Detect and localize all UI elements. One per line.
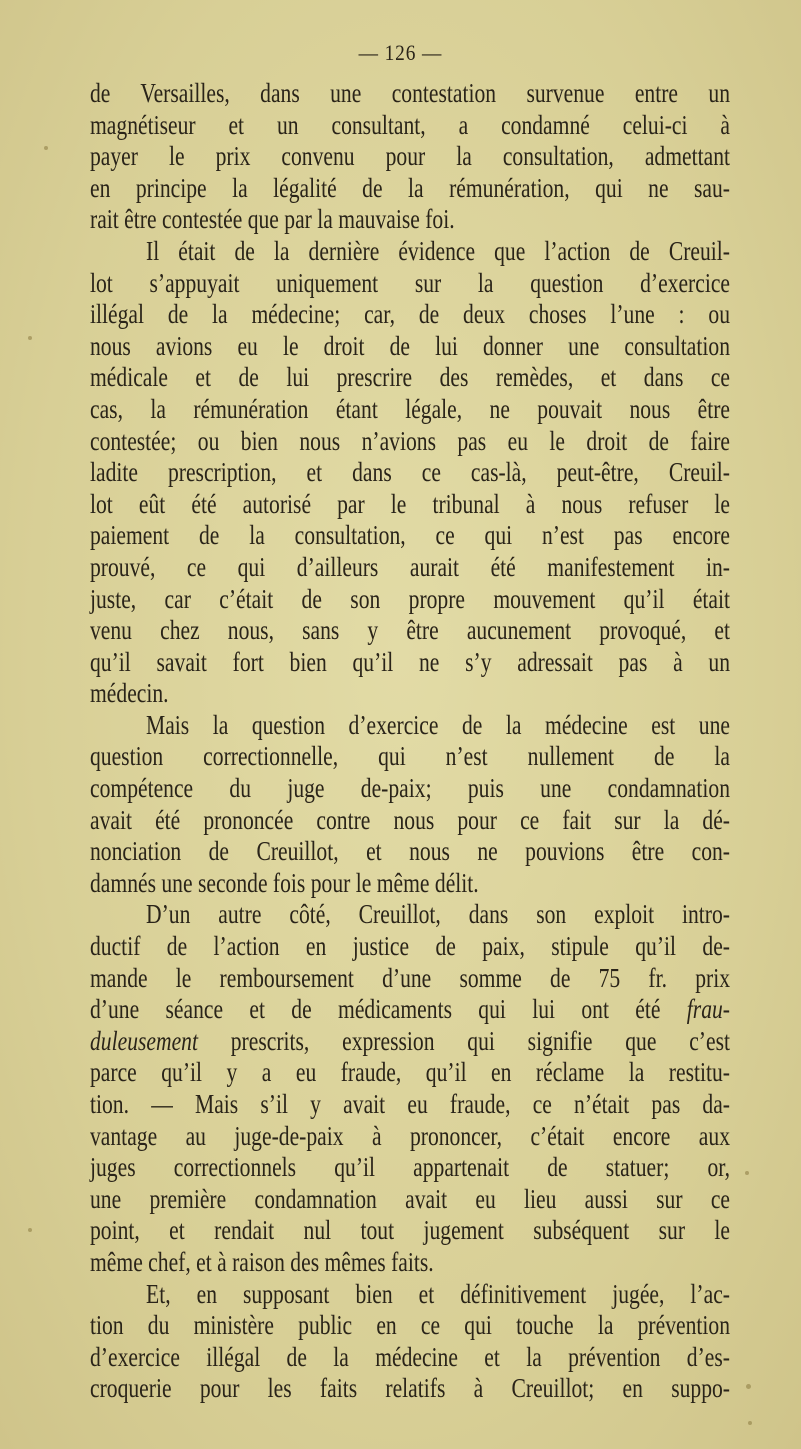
text-line: tion. — Mais s’il y avait eu fraude, ce n’était pas da- (90, 1089, 730, 1119)
paper-speck (748, 1421, 752, 1425)
text-line: croquerie pour les faits relatifs à Creuillot; en suppo- (90, 1373, 730, 1404)
text-line: payer le prix convenu pour la consultation, admettant (90, 141, 730, 172)
text-line: tion du ministère public en ce qui touche la prévention (90, 1310, 730, 1341)
text-line: lot s’appuyait uniquement sur la question d’exercice (90, 267, 730, 298)
text-line: compétence du juge de-paix; puis une condamnation (90, 773, 730, 804)
paper-speck (44, 146, 48, 150)
text-line: juste, car c’était de son propre mouvement qu’il était (90, 583, 730, 614)
paper-speck (745, 1171, 749, 1175)
text-line: cas, la rémunération étant légale, ne pouvait nous être (90, 393, 730, 424)
paragraph-start-line: D’un autre côté, Creuillot, dans son exploit intro- (146, 899, 730, 930)
italic-text: frau- (686, 994, 730, 1025)
text-line: de Versailles, dans une contestation survenue entre un (90, 78, 730, 108)
text-line: vantage au juge-de-paix à prononcer, c’était encore aux (90, 1120, 730, 1151)
paper-speck (28, 336, 32, 340)
text-line: une première condamnation avait eu lieu aussi sur ce (90, 1183, 730, 1214)
text-line: magnétiseur et un consultant, a condamné celui-ci à (90, 109, 730, 140)
paper-speck (28, 1228, 32, 1232)
text-line: point, et rendait nul tout jugement subséquent sur le (90, 1215, 730, 1246)
text-line: paiement de la consultation, ce qui n’est pas encore (90, 520, 730, 551)
text-line: qu’il savait fort bien qu’il ne s’y adressait pas à un (90, 646, 730, 677)
paragraph-start-line: Mais la question d’exercice de la médecine est une (146, 709, 730, 740)
text-line: question correctionnelle, qui n’est nullement de la (90, 741, 730, 772)
text-line: contestée; ou bien nous n’avions pas eu le droit de faire (90, 425, 730, 456)
text-line: même chef, et à raison des mêmes faits. (90, 1246, 434, 1277)
text-line: nonciation de Creuillot, et nous ne pouvions être con- (90, 836, 730, 867)
text-line: damnés une seconde fois pour le même délit. (90, 867, 479, 898)
paragraph-start-line: Il était de la dernière évidence que l’action de Creuil- (146, 235, 730, 266)
text-line: juges correctionnels qu’il appartenait de statuer; or, (90, 1152, 730, 1183)
text-plain: prescrits, expression qui signifie que c’est (197, 1025, 731, 1056)
text-line: d’exercice illégal de la médecine et la prévention d’es- (90, 1341, 730, 1372)
text-line: nous avions eu le droit de lui donner une consultation (90, 330, 730, 361)
text-line: lot eût été autorisé par le tribunal à nous refuser le (90, 488, 730, 519)
text-plain: d’une séance et de médicaments qui lui ont été (90, 994, 687, 1025)
text-line: illégal de la médecine; car, de deux choses l’une : ou (90, 299, 730, 330)
text-line: médecin. (90, 678, 169, 709)
text-line: prouvé, ce qui d’ailleurs aurait été manifestement in- (90, 551, 730, 582)
text-line: médicale et de lui prescrire des remèdes, et dans ce (90, 362, 730, 393)
page-number: — 126 — (358, 40, 443, 65)
text-line: rait être contestée que par la mauvaise foi. (90, 204, 455, 235)
text-line: avait été prononcée contre nous pour ce fait sur la dé- (90, 804, 730, 835)
paragraph-start-line: Et, en supposant bien et définitivement jugée, l’ac- (146, 1278, 730, 1309)
text-line (90, 994, 730, 1026)
paper-speck (746, 1384, 751, 1389)
text-line: mande le remboursement d’une somme de 75 fr. prix (90, 962, 730, 993)
text-line: ladite prescription, et dans ce cas-là, peut-être, Creuil- (90, 457, 730, 488)
text-line: venu chez nous, sans y être aucunement provoqué, et (90, 615, 730, 646)
italic-text: duleusement (90, 1025, 198, 1056)
text-line (90, 1026, 730, 1058)
text-line: en principe la légalité de la rémunération, qui ne sau- (90, 172, 730, 203)
body-text (90, 78, 730, 1405)
text-line: ductif de l’action en justice de paix, stipule qu’il de- (90, 931, 730, 962)
text-line: parce qu’il y a eu fraude, qu’il en réclame la restitu- (90, 1057, 730, 1088)
